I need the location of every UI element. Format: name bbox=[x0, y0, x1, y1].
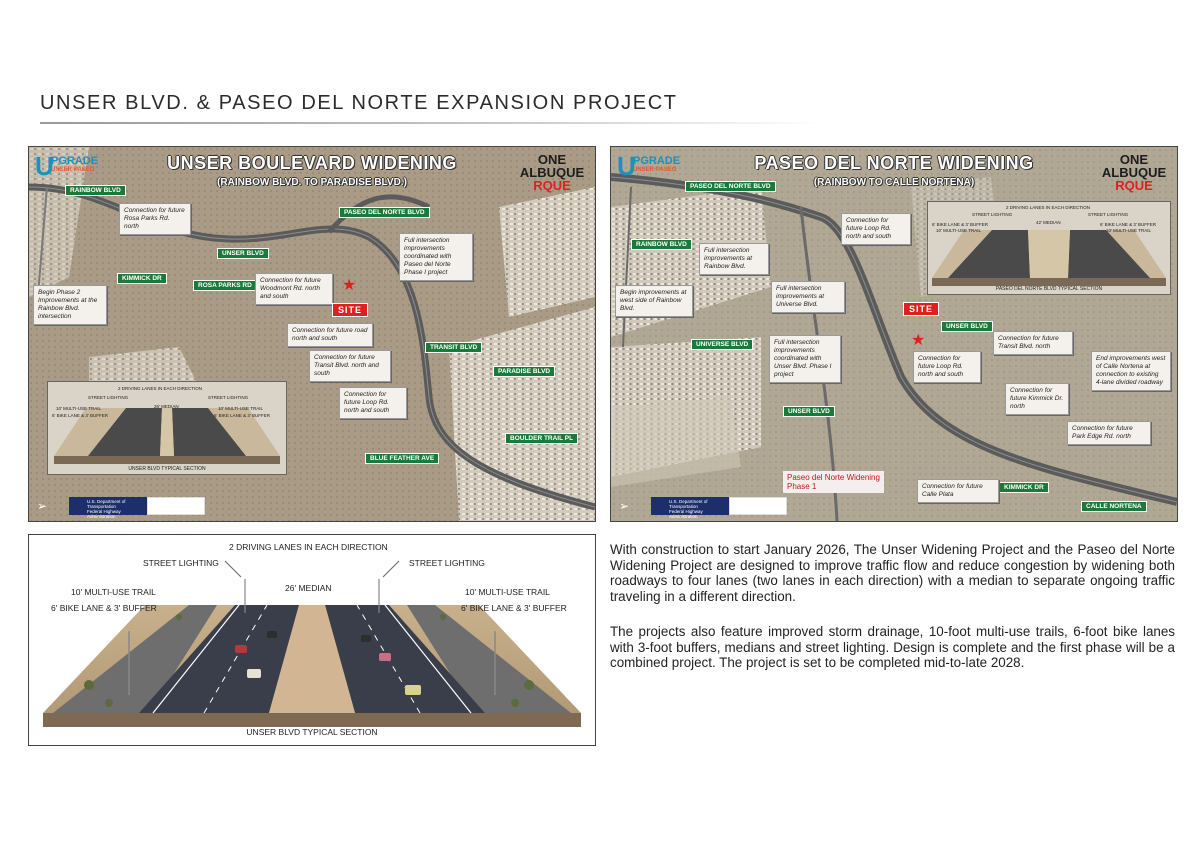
inset-lighting-right: STREET LIGHTING bbox=[208, 395, 249, 400]
fhwa-logo bbox=[651, 497, 736, 519]
inset-lighting-left: STREET LIGHTING bbox=[972, 212, 1013, 217]
nmdot-logo bbox=[147, 497, 205, 515]
note-transit: Connection for future Transit Blvd. north and south bbox=[309, 350, 391, 382]
inset-lighting-left: STREET LIGHTING bbox=[88, 395, 129, 400]
one-albuquerque-logo bbox=[1099, 153, 1169, 192]
abq-logo-line3: RQUE bbox=[1115, 178, 1153, 193]
abq-logo-line3: RQUE bbox=[533, 178, 571, 193]
street-label-rainbow: RAINBOW BLVD bbox=[631, 239, 692, 250]
street-label-paseo: PASEO DEL NORTE BLVD bbox=[685, 181, 776, 192]
street-label-blue-feather: BLUE FEATHER AVE bbox=[365, 453, 439, 464]
street-label-kimmick: KIMMICK DR bbox=[999, 482, 1049, 493]
street-label-universe: UNIVERSE BLVD bbox=[691, 339, 753, 350]
inset-road-graphic bbox=[928, 202, 1170, 294]
inset-lanes-label: 2 DRIVING LANES IN EACH DIRECTION bbox=[118, 386, 203, 391]
note-park-edge: Connection for future Park Edge Rd. north bbox=[1067, 421, 1151, 445]
note-loop: Connection for future Loop Rd. north and south bbox=[339, 387, 407, 419]
inset-bike-left: 6' BIKE LANE & 3' BUFFER bbox=[52, 413, 108, 418]
north-arrow-icon: ➢ bbox=[619, 499, 630, 513]
abq-logo-line2: ALBUQUE bbox=[519, 165, 585, 180]
note-full-intersection: Full intersection improvements coordinated with Paseo del Norte Phase I project bbox=[399, 233, 473, 281]
site-star-icon: ★ bbox=[342, 277, 357, 294]
fhwa-line3: Administration bbox=[669, 514, 698, 519]
note-kimmick-north: Connection for future Kimmick Dr. north bbox=[1005, 383, 1069, 415]
phase-label-phase: Phase 1 bbox=[787, 482, 817, 491]
inset-median-label: 26' MEDIAN bbox=[154, 404, 179, 409]
street-label-paradise: PARADISE BLVD bbox=[493, 366, 555, 377]
inset-median-label: 42' MEDIAN bbox=[1036, 220, 1061, 225]
phase-label-title: Paseo del Norte Widening bbox=[787, 473, 880, 482]
upgrade-logo-sub: UNSER·PASEO bbox=[633, 167, 677, 173]
body-paragraph-1: With construction to start January 2026, The Unser Widening Project and the Paseo del Norte Widening Project are designed to improve traffic flow and reduce congestion by widening both roadways to four lanes (two lanes in each direction) with a median to separate ongoing traffic traveling in a different direction. bbox=[610, 542, 1175, 604]
street-label-boulder-trail: BOULDER TRAIL PL bbox=[505, 433, 578, 444]
north-arrow-icon: ➢ bbox=[37, 499, 48, 513]
note-calle-plata: Connection for future Calle Plata bbox=[917, 479, 999, 503]
street-label-unser: UNSER BLVD bbox=[217, 248, 269, 259]
note-loop-south: Connection for future Loop Rd. north and south bbox=[913, 351, 981, 383]
abq-logo-line1: ONE bbox=[1119, 152, 1149, 167]
site-marker: SITE bbox=[332, 303, 368, 317]
body-paragraph-2: The projects also feature improved storm drainage, 10-foot multi-use trails, 6-foot bike lanes with 3-foot buffers, medians and street lighting. Design is complete and the first phase will be a combined project. The project is set to be completed mid-to-late 2028. bbox=[610, 624, 1175, 670]
unser-typical-section-illustration bbox=[28, 534, 596, 746]
unser-widening-map bbox=[28, 146, 596, 522]
section-bike-left: 6' BIKE LANE & 3' BUFFER bbox=[51, 603, 157, 613]
section-lighting-left: STREET LIGHTING bbox=[143, 558, 219, 568]
note-end-improvements: End improvements west of Calle Nortena at connection to existing 4-lane divided roadway bbox=[1091, 351, 1171, 391]
title-divider bbox=[40, 122, 820, 124]
fhwa-logo bbox=[69, 497, 154, 519]
abq-logo-line1: ONE bbox=[537, 152, 567, 167]
fhwa-line1: U.S. Department of Transportation bbox=[87, 499, 126, 509]
section-bike-right: 6' BIKE LANE & 3' BUFFER bbox=[461, 603, 567, 613]
upgrade-logo-sub: UNSER·PASEO bbox=[51, 167, 95, 173]
section-trail-left: 10' MULTI-USE TRAIL bbox=[71, 587, 156, 597]
note-universe-improve: Full intersection improvements at Universe Blvd. bbox=[771, 281, 845, 313]
note-future-road: Connection for future road north and south bbox=[287, 323, 373, 347]
inset-bike-right: 6' BIKE LANE & 3' BUFFER bbox=[1100, 222, 1156, 227]
note-loop-north: Connection for future Loop Rd. north and south bbox=[841, 213, 911, 245]
note-unser-coordinated: Full intersection improvements coordinated with Unser Blvd. Phase I project bbox=[769, 335, 841, 383]
note-begin-improvements: Begin improvements at west side of Rainbow Blvd. bbox=[615, 285, 693, 317]
street-label-transit: TRANSIT BLVD bbox=[425, 342, 482, 353]
section-lighting-right: STREET LIGHTING bbox=[409, 558, 485, 568]
upgrade-logo-letter: U bbox=[617, 151, 636, 181]
map-subtitle: (RAINBOW BLVD. TO PARADISE BLVD.) bbox=[217, 177, 407, 188]
note-rainbow-improve: Full intersection improvements at Rainbow Blvd. bbox=[699, 243, 769, 275]
street-label-rosa-parks: ROSA PARKS RD bbox=[193, 280, 257, 291]
site-marker: SITE bbox=[903, 302, 939, 316]
note-woodmont: Connection for future Woodmont Rd. north and south bbox=[255, 273, 333, 305]
street-label-unser-south: UNSER BLVD bbox=[783, 406, 835, 417]
nmdot-logo bbox=[729, 497, 787, 515]
site-star-icon: ★ bbox=[911, 332, 926, 349]
fhwa-line2: Federal Highway bbox=[87, 509, 121, 514]
section-trail-right: 10' MULTI-USE TRAIL bbox=[465, 587, 550, 597]
fhwa-line1: U.S. Department of Transportation bbox=[669, 499, 708, 509]
unser-typical-section-inset bbox=[47, 381, 287, 475]
section-median-label: 26' MEDIAN bbox=[285, 583, 332, 593]
section-road-graphic bbox=[29, 535, 595, 745]
map-title: PASEO DEL NORTE WIDENING bbox=[754, 153, 1034, 173]
page-title: UNSER BLVD. & PASEO DEL NORTE EXPANSION PROJECT bbox=[40, 92, 678, 114]
inset-caption: UNSER BLVD TYPICAL SECTION bbox=[128, 466, 206, 472]
section-lanes-label: 2 DRIVING LANES IN EACH DIRECTION bbox=[229, 542, 388, 552]
map-title: UNSER BOULEVARD WIDENING bbox=[167, 153, 457, 173]
fhwa-line3: Administration bbox=[87, 514, 116, 519]
street-label-unser-north: UNSER BLVD bbox=[941, 321, 993, 332]
street-label-calle-nortena: CALLE NORTENA bbox=[1081, 501, 1147, 512]
abq-logo-line2: ALBUQUE bbox=[1101, 165, 1167, 180]
inset-caption: PASEO DEL NORTE BLVD TYPICAL SECTION bbox=[995, 286, 1103, 292]
section-caption: UNSER BLVD TYPICAL SECTION bbox=[246, 727, 378, 737]
inset-trail-right: 10' MULTI-USE TRAIL bbox=[1106, 228, 1151, 233]
upgrade-logo-letter: U bbox=[35, 151, 54, 181]
inset-bike-left: 6' BIKE LANE & 3' BUFFER bbox=[932, 222, 988, 227]
street-label-kimmick: KIMMICK DR bbox=[117, 273, 167, 284]
inset-bike-right: 6' BIKE LANE & 3' BUFFER bbox=[214, 413, 270, 418]
inset-lanes-label: 2 DRIVING LANES IN EACH DIRECTION bbox=[1006, 205, 1091, 210]
note-rosa-parks: Connection for future Rosa Parks Rd. north bbox=[119, 203, 191, 235]
note-phase2: Begin Phase 2 Improvements at the Rainbow Blvd. intersection bbox=[33, 285, 107, 325]
paseo-widening-map bbox=[610, 146, 1178, 522]
street-label-paseo: PASEO DEL NORTE BLVD bbox=[339, 207, 430, 218]
map-subtitle: (RAINBOW TO CALLE NORTENA) bbox=[813, 177, 975, 188]
inset-road-graphic bbox=[48, 382, 286, 474]
fhwa-line2: Federal Highway bbox=[669, 509, 703, 514]
street-label-rainbow: RAINBOW BLVD bbox=[65, 185, 126, 196]
one-albuquerque-logo bbox=[517, 153, 587, 192]
paseo-typical-section-inset bbox=[927, 201, 1171, 295]
inset-trail-right: 10' MULTI-USE TRAIL bbox=[218, 406, 263, 411]
inset-lighting-right: STREET LIGHTING bbox=[1088, 212, 1129, 217]
inset-trail-left: 10' MULTI-USE TRAIL bbox=[936, 228, 981, 233]
note-transit-north: Connection for future Transit Blvd. north bbox=[993, 331, 1073, 355]
upgrade-logo-word: PGRADE bbox=[633, 155, 681, 167]
inset-trail-left: 10' MULTI-USE TRAIL bbox=[56, 406, 101, 411]
phase-label bbox=[783, 471, 884, 493]
upgrade-logo-word: PGRADE bbox=[51, 155, 99, 167]
